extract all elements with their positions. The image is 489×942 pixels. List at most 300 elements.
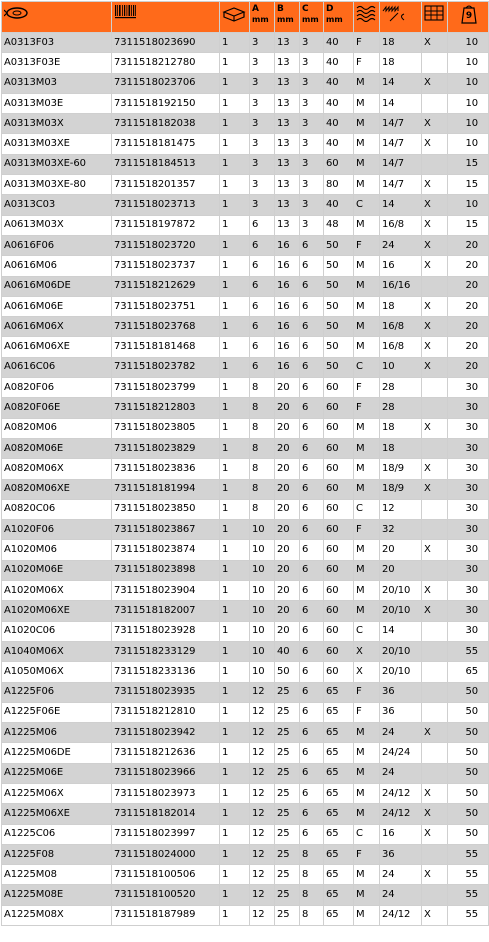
table-row	[2, 885, 489, 905]
dim-d-cell: 65	[324, 844, 354, 864]
qty-cell: 1	[220, 53, 250, 73]
pack-qty-cell: 30	[448, 398, 489, 418]
dim-c-cell: 6	[300, 276, 324, 296]
product-name-cell: A1225F06E	[2, 702, 112, 722]
dim-a-cell: 12	[250, 865, 275, 885]
ean-cell: 7311518182007	[112, 601, 220, 621]
ean-cell: 7311518023942	[112, 723, 220, 743]
dim-a-cell: 12	[250, 885, 275, 905]
dim-b-cell: 25	[275, 885, 300, 905]
tooth-type-cell: F	[354, 398, 380, 418]
dim-d-cell: 40	[324, 93, 354, 113]
dim-c-cell: 6	[300, 804, 324, 824]
dim-c-cell: 6	[300, 520, 324, 540]
ean-cell: 7311518024000	[112, 844, 220, 864]
dim-c-cell: 6	[300, 763, 324, 783]
dim-c-cell: 6	[300, 824, 324, 844]
tpi-cell: 24/12	[380, 783, 422, 803]
product-name-cell: A0820M06	[2, 418, 112, 438]
dim-b-cell: 20	[275, 621, 300, 641]
product-name-cell: A0616M06	[2, 256, 112, 276]
dim-d-cell: 60	[324, 641, 354, 661]
ean-cell: 7311518023935	[112, 682, 220, 702]
product-name-cell: A1225M08	[2, 865, 112, 885]
dim-c-cell: 6	[300, 621, 324, 641]
tpi-cell: 20/10	[380, 601, 422, 621]
dim-c-cell: 3	[300, 73, 324, 93]
table-row	[2, 520, 489, 540]
tpi-cell: 24	[380, 885, 422, 905]
dim-b-cell: 13	[275, 33, 300, 53]
table-row	[2, 743, 489, 763]
dim-c-cell: 6	[300, 459, 324, 479]
coating-cell	[422, 621, 448, 641]
tooth-type-cell: C	[354, 621, 380, 641]
qty-cell: 1	[220, 357, 250, 377]
table-row	[2, 114, 489, 134]
dim-a-cell: 3	[250, 175, 275, 195]
product-name-cell: A1050M06X	[2, 662, 112, 682]
dim-b-cell: 25	[275, 844, 300, 864]
product-name-cell: A0613M03X	[2, 215, 112, 235]
col-a-unit: mm	[252, 15, 269, 24]
tooth-type-cell: F	[354, 520, 380, 540]
qty-cell: 1	[220, 662, 250, 682]
tpi-cell: 18	[380, 53, 422, 73]
coating-cell: X	[422, 783, 448, 803]
coating-cell: X	[422, 459, 448, 479]
ean-cell: 7311518100506	[112, 865, 220, 885]
dim-c-cell: 6	[300, 641, 324, 661]
table-row	[2, 783, 489, 803]
dim-c-cell: 3	[300, 53, 324, 73]
ean-cell: 7311518023850	[112, 499, 220, 519]
product-name-cell: A1020M06	[2, 540, 112, 560]
table-row	[2, 235, 489, 255]
ean-cell: 7311518023720	[112, 235, 220, 255]
pack-qty-cell: 15	[448, 154, 489, 174]
qty-cell: 1	[220, 905, 250, 925]
pack-qty-cell: 20	[448, 235, 489, 255]
dim-a-cell: 6	[250, 276, 275, 296]
ean-cell: 7311518023973	[112, 783, 220, 803]
qty-cell: 1	[220, 195, 250, 215]
dim-a-cell: 10	[250, 621, 275, 641]
pack-qty-cell: 30	[448, 520, 489, 540]
pack-qty-cell: 10	[448, 93, 489, 113]
pack-qty-cell: 15	[448, 175, 489, 195]
dim-c-cell: 6	[300, 317, 324, 337]
pack-qty-cell: 30	[448, 601, 489, 621]
dim-a-cell: 6	[250, 357, 275, 377]
dim-a-cell: 12	[250, 682, 275, 702]
tooth-type-cell: F	[354, 235, 380, 255]
tooth-type-cell: M	[354, 723, 380, 743]
dim-c-cell: 6	[300, 702, 324, 722]
tooth-type-cell: M	[354, 114, 380, 134]
col-c-unit: mm	[302, 15, 319, 24]
dim-c-cell: 6	[300, 479, 324, 499]
col-name-header	[2, 2, 112, 33]
dim-d-cell: 40	[324, 73, 354, 93]
tooth-type-cell: M	[354, 560, 380, 580]
dim-b-cell: 25	[275, 723, 300, 743]
qty-cell: 1	[220, 865, 250, 885]
product-name-cell: A1225M06DE	[2, 743, 112, 763]
dim-a-cell: 10	[250, 641, 275, 661]
dim-a-cell: 3	[250, 154, 275, 174]
dim-d-cell: 50	[324, 276, 354, 296]
tpi-cell: 20	[380, 540, 422, 560]
dim-c-cell: 6	[300, 398, 324, 418]
coating-cell: X	[422, 134, 448, 154]
pack-bag-icon	[460, 4, 478, 24]
tpi-cell: 16	[380, 824, 422, 844]
coating-cell: X	[422, 479, 448, 499]
product-name-cell: A0313M03	[2, 73, 112, 93]
pack-qty-cell: 20	[448, 276, 489, 296]
dim-a-cell: 8	[250, 438, 275, 458]
tpi-cell: 24/12	[380, 905, 422, 925]
ean-cell: 7311518182038	[112, 114, 220, 134]
tpi-cell: 16/8	[380, 337, 422, 357]
dim-a-cell: 8	[250, 459, 275, 479]
col-tpi-header	[380, 2, 422, 33]
dim-b-cell: 20	[275, 601, 300, 621]
product-name-cell: A1020C06	[2, 621, 112, 641]
dim-a-cell: 12	[250, 743, 275, 763]
tpi-cell: 24/12	[380, 804, 422, 824]
qty-cell: 1	[220, 296, 250, 316]
dim-a-cell: 6	[250, 215, 275, 235]
coating-cell: X	[422, 296, 448, 316]
table-row	[2, 479, 489, 499]
product-name-cell: A0313F03	[2, 33, 112, 53]
dim-d-cell: 50	[324, 357, 354, 377]
table-row	[2, 33, 489, 53]
tooth-type-cell: M	[354, 804, 380, 824]
pack-qty-cell: 55	[448, 905, 489, 925]
pack-qty-cell: 15	[448, 215, 489, 235]
qty-cell: 1	[220, 804, 250, 824]
table-row	[2, 702, 489, 722]
tooth-type-cell: M	[354, 581, 380, 601]
col-d-letter: D	[326, 4, 334, 14]
ean-cell: 7311518023737	[112, 256, 220, 276]
ean-cell: 7311518023805	[112, 418, 220, 438]
dim-a-cell: 12	[250, 824, 275, 844]
tooth-type-cell: M	[354, 93, 380, 113]
product-name-cell: A0313C03	[2, 195, 112, 215]
dim-a-cell: 3	[250, 114, 275, 134]
table-row	[2, 581, 489, 601]
table-row	[2, 621, 489, 641]
product-name-cell: A1225F08	[2, 844, 112, 864]
coating-cell: X	[422, 215, 448, 235]
product-name-cell: A1020F06	[2, 520, 112, 540]
pack-qty-cell: 30	[448, 581, 489, 601]
tooth-type-cell: X	[354, 641, 380, 661]
dim-a-cell: 3	[250, 195, 275, 215]
dim-a-cell: 12	[250, 905, 275, 925]
table-row	[2, 276, 489, 296]
product-name-cell: A1225M08E	[2, 885, 112, 905]
coating-cell: X	[422, 73, 448, 93]
dim-c-cell: 6	[300, 296, 324, 316]
table-row	[2, 337, 489, 357]
tooth-type-cell: M	[354, 479, 380, 499]
wave-icon	[356, 4, 379, 22]
table-row	[2, 256, 489, 276]
product-name-cell: A0616M06XE	[2, 337, 112, 357]
table-row	[2, 154, 489, 174]
dim-b-cell: 20	[275, 520, 300, 540]
coating-icon	[424, 4, 447, 22]
dim-b-cell: 25	[275, 743, 300, 763]
tpi-cell: 14	[380, 195, 422, 215]
dim-b-cell: 13	[275, 175, 300, 195]
dim-b-cell: 20	[275, 581, 300, 601]
tpi-cell: 14/7	[380, 134, 422, 154]
pack-qty-cell: 55	[448, 885, 489, 905]
tooth-type-cell: M	[354, 540, 380, 560]
pack-qty-cell: 50	[448, 702, 489, 722]
col-b-letter: B	[277, 4, 284, 14]
col-b-unit: mm	[277, 15, 294, 24]
col-type-header	[354, 2, 380, 33]
pack-qty-cell: 65	[448, 662, 489, 682]
ean-cell: 7311518023690	[112, 33, 220, 53]
tooth-type-cell: M	[354, 175, 380, 195]
dim-d-cell: 60	[324, 581, 354, 601]
tpi-cell: 16/8	[380, 317, 422, 337]
coating-cell: X	[422, 317, 448, 337]
pack-qty-cell: 50	[448, 824, 489, 844]
dim-c-cell: 6	[300, 256, 324, 276]
dim-d-cell: 50	[324, 235, 354, 255]
tooth-type-cell: C	[354, 824, 380, 844]
dim-c-cell: 8	[300, 865, 324, 885]
dim-a-cell: 10	[250, 601, 275, 621]
tpi-cell: 24	[380, 235, 422, 255]
table-row	[2, 682, 489, 702]
dim-d-cell: 65	[324, 682, 354, 702]
dim-d-cell: 60	[324, 520, 354, 540]
dim-d-cell: 50	[324, 256, 354, 276]
dim-d-cell: 65	[324, 743, 354, 763]
dim-c-cell: 6	[300, 235, 324, 255]
tpi-cell: 24	[380, 763, 422, 783]
dim-d-cell: 60	[324, 479, 354, 499]
dim-a-cell: 8	[250, 479, 275, 499]
tpi-cell: 16/8	[380, 215, 422, 235]
coating-cell	[422, 641, 448, 661]
tpi-cell: 36	[380, 682, 422, 702]
table-row	[2, 459, 489, 479]
dim-d-cell: 60	[324, 438, 354, 458]
ean-cell: 7311518100520	[112, 885, 220, 905]
dim-b-cell: 16	[275, 256, 300, 276]
qty-cell: 1	[220, 73, 250, 93]
qty-cell: 1	[220, 885, 250, 905]
dim-c-cell: 3	[300, 134, 324, 154]
table-row	[2, 418, 489, 438]
ean-cell: 7311518184513	[112, 154, 220, 174]
qty-cell: 1	[220, 763, 250, 783]
coating-cell	[422, 763, 448, 783]
table-row	[2, 499, 489, 519]
qty-cell: 1	[220, 337, 250, 357]
table-row	[2, 317, 489, 337]
pack-qty-cell: 30	[448, 540, 489, 560]
dim-a-cell: 12	[250, 783, 275, 803]
tooth-type-cell: M	[354, 743, 380, 763]
dim-a-cell: 3	[250, 134, 275, 154]
table-row	[2, 662, 489, 682]
product-name-cell: A0616M06E	[2, 296, 112, 316]
pack-qty-cell: 20	[448, 357, 489, 377]
dim-d-cell: 50	[324, 317, 354, 337]
dim-b-cell: 25	[275, 682, 300, 702]
dim-d-cell: 60	[324, 378, 354, 398]
pack-qty-cell: 20	[448, 296, 489, 316]
dim-b-cell: 20	[275, 499, 300, 519]
dim-d-cell: 60	[324, 621, 354, 641]
dim-d-cell: 65	[324, 723, 354, 743]
coating-cell	[422, 398, 448, 418]
dim-a-cell: 12	[250, 763, 275, 783]
tpi-cell: 18/9	[380, 459, 422, 479]
dim-a-cell: 12	[250, 723, 275, 743]
table-row	[2, 134, 489, 154]
ean-cell: 7311518212636	[112, 743, 220, 763]
dim-a-cell: 10	[250, 540, 275, 560]
ean-cell: 7311518023782	[112, 357, 220, 377]
coating-cell	[422, 682, 448, 702]
dim-c-cell: 6	[300, 337, 324, 357]
tooth-type-cell: M	[354, 134, 380, 154]
dim-c-cell: 6	[300, 499, 324, 519]
dim-b-cell: 20	[275, 438, 300, 458]
product-name-cell: A0616M06DE	[2, 276, 112, 296]
tooth-type-cell: X	[354, 662, 380, 682]
pack-qty-cell: 50	[448, 682, 489, 702]
dim-a-cell: 10	[250, 662, 275, 682]
dim-a-cell: 6	[250, 296, 275, 316]
dim-c-cell: 6	[300, 682, 324, 702]
col-qty-header	[220, 2, 250, 33]
dim-b-cell: 25	[275, 804, 300, 824]
dim-b-cell: 16	[275, 296, 300, 316]
coating-cell: X	[422, 235, 448, 255]
dim-a-cell: 8	[250, 418, 275, 438]
dim-a-cell: 6	[250, 317, 275, 337]
dim-d-cell: 40	[324, 134, 354, 154]
table-row	[2, 296, 489, 316]
dim-c-cell: 6	[300, 783, 324, 803]
tpi-cell: 14/7	[380, 114, 422, 134]
dim-a-cell: 6	[250, 235, 275, 255]
tooth-type-cell: M	[354, 438, 380, 458]
tooth-type-cell: M	[354, 73, 380, 93]
dim-b-cell: 50	[275, 662, 300, 682]
product-name-cell: A0313M03XE-60	[2, 154, 112, 174]
ean-cell: 7311518023966	[112, 763, 220, 783]
coating-cell	[422, 154, 448, 174]
dim-b-cell: 13	[275, 195, 300, 215]
tpi-cell: 16/16	[380, 276, 422, 296]
ean-cell: 7311518212780	[112, 53, 220, 73]
dim-a-cell: 3	[250, 73, 275, 93]
pack-qty-cell: 55	[448, 865, 489, 885]
tooth-type-cell: M	[354, 885, 380, 905]
dim-b-cell: 13	[275, 215, 300, 235]
qty-cell: 1	[220, 844, 250, 864]
table-row	[2, 763, 489, 783]
coating-cell: X	[422, 114, 448, 134]
ean-cell: 7311518023836	[112, 459, 220, 479]
dim-a-cell: 6	[250, 337, 275, 357]
table-row	[2, 438, 489, 458]
tooth-type-cell: M	[354, 337, 380, 357]
dim-d-cell: 65	[324, 905, 354, 925]
ean-cell: 7311518023898	[112, 560, 220, 580]
dim-b-cell: 20	[275, 398, 300, 418]
dim-c-cell: 3	[300, 93, 324, 113]
ean-cell: 7311518023751	[112, 296, 220, 316]
dim-b-cell: 25	[275, 905, 300, 925]
qty-cell: 1	[220, 33, 250, 53]
dim-d-cell: 60	[324, 398, 354, 418]
tpi-cell: 18/9	[380, 479, 422, 499]
qty-cell: 1	[220, 743, 250, 763]
table-row	[2, 378, 489, 398]
pack-qty-cell: 55	[448, 641, 489, 661]
coating-cell: X	[422, 337, 448, 357]
dim-b-cell: 20	[275, 479, 300, 499]
ean-cell: 7311518023829	[112, 438, 220, 458]
ean-cell: 7311518181994	[112, 479, 220, 499]
dim-d-cell: 60	[324, 601, 354, 621]
product-name-cell: A1225F06	[2, 682, 112, 702]
dim-b-cell: 20	[275, 560, 300, 580]
product-name-cell: A1225M06XE	[2, 804, 112, 824]
dim-d-cell: 50	[324, 296, 354, 316]
tooth-type-cell: M	[354, 154, 380, 174]
col-a-header	[250, 2, 275, 33]
dim-b-cell: 16	[275, 276, 300, 296]
dim-d-cell: 60	[324, 459, 354, 479]
header-row	[2, 2, 489, 33]
dim-c-cell: 3	[300, 195, 324, 215]
qty-cell: 1	[220, 560, 250, 580]
qty-cell: 1	[220, 215, 250, 235]
table-row	[2, 357, 489, 377]
teeth-icon	[382, 4, 421, 22]
col-pack-header	[448, 2, 489, 33]
ean-cell: 7311518197872	[112, 215, 220, 235]
dim-c-cell: 6	[300, 378, 324, 398]
tpi-cell: 20/10	[380, 641, 422, 661]
product-name-cell: A1020M06XE	[2, 601, 112, 621]
dim-b-cell: 13	[275, 53, 300, 73]
table-row	[2, 175, 489, 195]
tpi-cell: 14	[380, 93, 422, 113]
dim-d-cell: 40	[324, 195, 354, 215]
col-coating-header	[422, 2, 448, 33]
dim-b-cell: 20	[275, 540, 300, 560]
ean-cell: 7311518023713	[112, 195, 220, 215]
